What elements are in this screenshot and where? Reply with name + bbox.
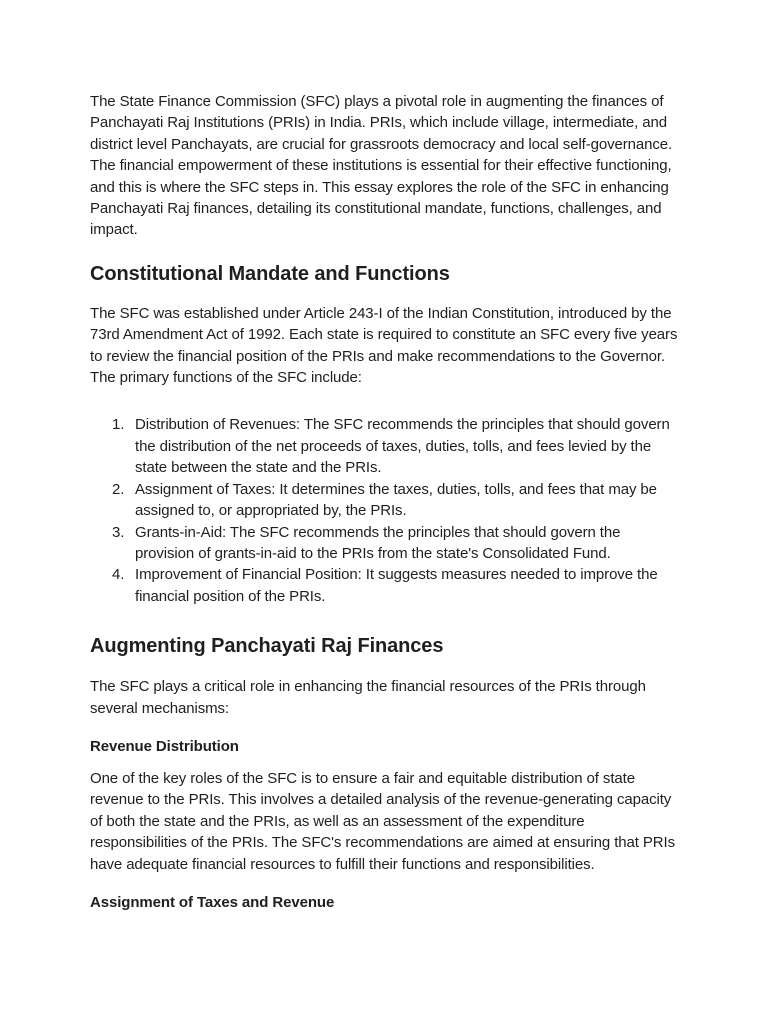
subheading-revenue-distribution: Revenue Distribution (90, 737, 239, 755)
list-item-number: 2. (112, 480, 125, 498)
intro-paragraph: The State Finance Commission (SFC) plays a pivotal role in augmenting the finances of Panchayati Raj Institutions (PRIs) in India. PRIs, which include village, intermediate, and district level Panchayats, are crucial for grassroots democracy and local self-governance. The financial empowerment of these institutions is essential for their effective functioning, and this is where the SFC steps in. This essay explores the role of the SFC in enhancing Panchayati Raj finances, detailing its constitutional mandate, functions, challenges, and impact. (90, 93, 673, 239)
constitutional-mandate-paragraph: The SFC was established under Article 243-I of the Indian Constitution, introduced by the 73rd Amendment Act of 1992. Each state is required to constitute an SFC every five years to review the financial position of the PRIs and make recommendations to the Governor. The primary functions of the SFC include: (90, 304, 678, 387)
list-item-text: Grants-in-Aid: The SFC recommends the principles that should govern the provision of grants-in-aid to the PRIs from the state's Consolidated Fund. (135, 523, 621, 562)
list-item (90, 564, 680, 607)
list-item-text: Assignment of Taxes: It determines the taxes, duties, tolls, and fees that may be assigned to, or appropriated by, the PRIs. (135, 480, 657, 520)
subheading-assignment-of-taxes: Assignment of Taxes and Revenue (90, 893, 335, 911)
document-page (90, 91, 680, 913)
list-item (90, 479, 680, 522)
list-item-number: 4. (112, 566, 125, 584)
list-item-number: 3. (112, 523, 125, 541)
section-heading-constitutional-mandate: Constitutional Mandate and Functions (90, 262, 450, 285)
augmenting-finances-paragraph: The SFC plays a critical role in enhancing the financial resources of the PRIs through several mechanisms: (90, 678, 646, 717)
list-item-text: Improvement of Financial Position: It suggests measures needed to improve the financial position of the PRIs. (135, 566, 658, 605)
list-item (90, 522, 680, 565)
list-item-number: 1. (112, 416, 125, 434)
list-item-text: Distribution of Revenues: The SFC recommends the principles that should govern the distribution of the net proceeds of taxes, duties, tolls, and fees levied by the state between the state and the PRIs. (135, 416, 670, 477)
sfc-functions-list (90, 414, 680, 607)
section-heading-augmenting-finances: Augmenting Panchayati Raj Finances (90, 635, 444, 658)
revenue-distribution-paragraph: One of the key roles of the SFC is to ensure a fair and equitable distribution of state revenue to the PRIs. This involves a detailed analysis of the revenue-generating capacity of both the state and the PRIs, as well as an assessment of the expenditure responsibilities of the PRIs. The SFC's recommendations are aimed at ensuring that PRIs have adequate financial resources to fulfill their functions and responsibilities. (90, 769, 675, 873)
list-item (90, 414, 680, 478)
